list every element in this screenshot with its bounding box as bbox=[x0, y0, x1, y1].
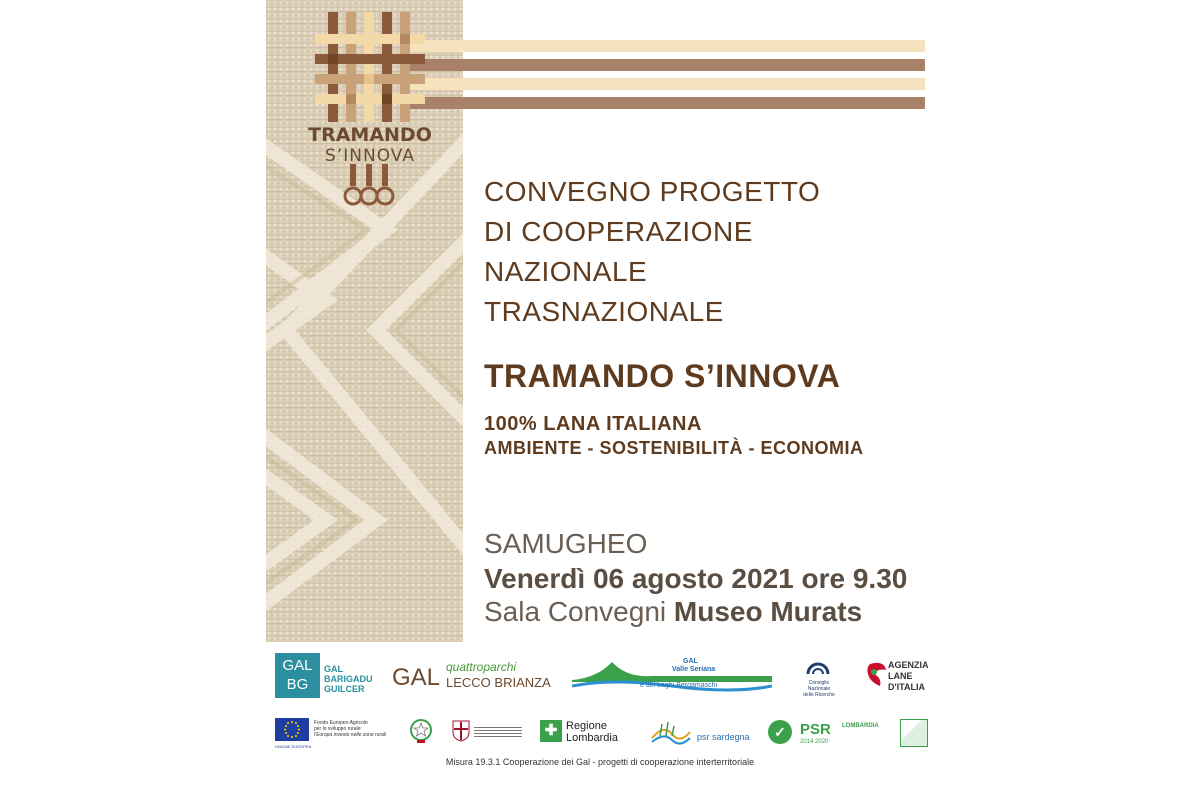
gal-bg-abbr-1: GAL bbox=[282, 657, 313, 674]
regione-lombardia-text bbox=[566, 720, 618, 744]
gal-lecco-prefix: GAL bbox=[392, 664, 441, 691]
logo-subtitle: S’INNOVA bbox=[325, 146, 415, 166]
sardegna-text-block bbox=[474, 725, 522, 737]
footer-note: Misura 19.3.1 Cooperazione dei Gal - progetti di cooperazione interterritoriale bbox=[445, 757, 755, 767]
stripe-brown-1 bbox=[400, 59, 925, 71]
gal-bg-name-2: BARIGADU bbox=[324, 674, 373, 684]
psr-check-icon: ✓ bbox=[768, 720, 792, 744]
psr-sardegna-text: psr sardegna bbox=[697, 732, 750, 742]
gal-bg-abbr-2: BG bbox=[286, 676, 309, 693]
stripe-cream-1 bbox=[400, 40, 925, 52]
regione-lombardia-icon: ✚ bbox=[540, 720, 562, 742]
gal-lecco-name: LECCO BRIANZA bbox=[446, 675, 551, 690]
regione-line-1: Regione bbox=[566, 720, 607, 732]
gal-bg-logo bbox=[275, 653, 320, 698]
weave-emblem-icon bbox=[300, 12, 440, 212]
event-venue bbox=[484, 596, 862, 628]
seriana-bottom: e dei Laghi Bergamaschi bbox=[640, 682, 718, 689]
tramando-logo bbox=[300, 12, 440, 212]
lane-line-1: AGENZIA bbox=[888, 660, 929, 670]
event-place: SAMUGHEO bbox=[484, 528, 648, 559]
title-line-1: CONVEGNO PROGETTO bbox=[484, 176, 821, 207]
title-line-2: DI COOPERAZIONE bbox=[484, 216, 753, 247]
feasr-line-2: per lo sviluppo rurale: bbox=[314, 726, 362, 732]
venue-prefix: Sala Convegni bbox=[484, 596, 667, 627]
sardegna-shield-icon bbox=[452, 720, 470, 742]
cnr-logo-icon bbox=[804, 654, 832, 678]
lane-text bbox=[888, 660, 929, 693]
psr-sardegna-icon bbox=[650, 718, 692, 746]
psr-region: LOMBARDIA bbox=[842, 723, 879, 729]
italy-emblem-icon bbox=[410, 718, 432, 744]
gal-bg-name-3: GUILCER bbox=[324, 684, 365, 694]
seriana-mid: Valle Seriana bbox=[672, 666, 716, 673]
project-name: TRAMANDO S’INNOVA bbox=[484, 358, 841, 394]
lane-italia-logo-icon bbox=[864, 660, 890, 688]
regione-line-2: Lombardia bbox=[566, 732, 618, 744]
eu-flag-icon bbox=[275, 718, 309, 741]
leader-logo-icon bbox=[900, 719, 928, 747]
lane-line-3: D'ITALIA bbox=[888, 682, 925, 692]
psr-text: PSR bbox=[800, 721, 831, 738]
seriana-top: GAL bbox=[683, 658, 698, 665]
stripe-brown-2 bbox=[400, 97, 925, 109]
feasr-line-1: Fondo Europeo Agricolo bbox=[314, 720, 368, 726]
title-line-4: TRASNAZIONALE bbox=[484, 296, 724, 327]
lane-line-2: LANE bbox=[888, 671, 913, 681]
funder-logos bbox=[0, 715, 1200, 755]
cnr-line-1: Consiglio Nazionale bbox=[807, 680, 831, 692]
logo-title: TRAMANDO bbox=[308, 124, 432, 146]
event-date: Venerdì 06 agosto 2021 ore 9.30 bbox=[484, 563, 908, 594]
partner-logos bbox=[0, 650, 1200, 705]
eu-caption: UNIONE EUROPEA bbox=[275, 744, 312, 749]
gal-lecco-script: quattroparchi bbox=[446, 660, 517, 674]
valle-seriana-logo bbox=[572, 656, 772, 696]
feasr-line-3: l'Europa investe nelle zone rurali bbox=[314, 732, 387, 738]
gal-bg-name bbox=[324, 664, 373, 694]
gal-bg-name-1: GAL bbox=[324, 664, 343, 674]
tagline: AMBIENTE - SOSTENIBILITÀ - ECONOMIA bbox=[484, 438, 864, 458]
psr-years: 2014 2020 bbox=[800, 739, 829, 745]
cnr-line-2: delle Ricerche bbox=[803, 692, 835, 698]
feasr-text bbox=[314, 720, 386, 738]
venue-name: Museo Murats bbox=[673, 596, 863, 627]
subtitle: 100% LANA ITALIANA bbox=[484, 413, 702, 435]
cnr-text bbox=[797, 680, 841, 698]
title-line-3: NAZIONALE bbox=[484, 256, 648, 287]
stripe-cream-2 bbox=[400, 78, 925, 90]
